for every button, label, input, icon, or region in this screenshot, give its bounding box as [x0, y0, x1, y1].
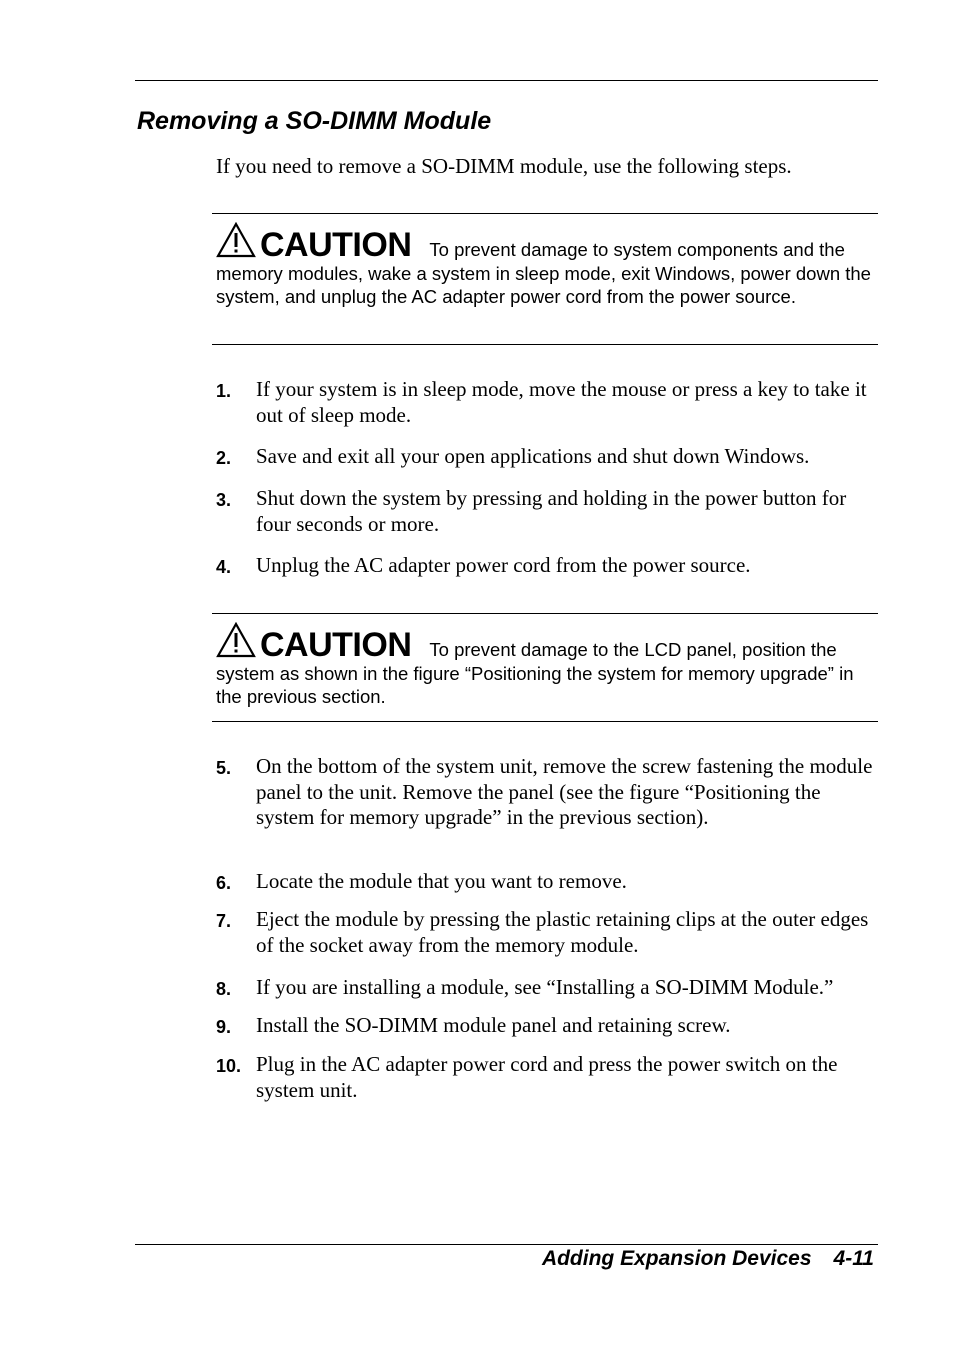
- step-number: 8.: [216, 979, 232, 999]
- caution-header: [216, 622, 411, 662]
- caution-label: CAUTION: [260, 226, 412, 264]
- step-text: Locate the module that you want to remove.: [256, 869, 627, 893]
- step-text: Plug in the AC adapter power cord and press the power switch on the system unit.: [256, 1052, 838, 1102]
- step-number: 3.: [216, 490, 232, 510]
- section-heading: Removing a SO-DIMM Module: [137, 107, 492, 135]
- step-text: On the bottom of the system unit, remove the screw fastening the module panel to the unit. Remove the panel (see the figure “Positioning the system for memory upgrade” in the previous section).: [256, 754, 873, 829]
- step-number: 5.: [216, 758, 232, 778]
- page-footer: [542, 1247, 874, 1271]
- step-number: 2.: [216, 448, 232, 468]
- intro-paragraph: If you need to remove a SO-DIMM module, use the following steps.: [216, 154, 792, 178]
- step-text: If you are installing a module, see “Installing a SO-DIMM Module.”: [256, 975, 834, 999]
- step-text: Install the SO-DIMM module panel and retaining screw.: [256, 1013, 731, 1037]
- caution-text: To prevent damage to the LCD panel, position the system as shown in the figure “Positioning the system for memory upgrade” in the previous section.: [216, 639, 854, 707]
- step-text: Shut down the system by pressing and holding in the power button for four seconds or more.: [256, 486, 847, 536]
- caution-header: [216, 222, 411, 262]
- step-number: 6.: [216, 873, 232, 893]
- step-text: Eject the module by pressing the plastic retaining clips at the outer edges of the socket away from the memory module.: [256, 907, 869, 957]
- footer-page-number: 4-11: [833, 1247, 874, 1270]
- caution-text: To prevent damage to system components and the memory modules, wake a system in sleep mode, exit Windows, power down the system, and unplug the AC adapter power cord from the power source.: [216, 239, 871, 307]
- caution-box: [212, 613, 878, 722]
- footer-chapter: Adding Expansion Devices: [541, 1247, 812, 1270]
- step-number: 9.: [216, 1017, 232, 1037]
- step-text: Save and exit all your open applications and shut down Windows.: [256, 444, 810, 468]
- step-text: Unplug the AC adapter power cord from the power source.: [256, 553, 751, 577]
- header-rule: [135, 80, 878, 81]
- footer-rule: [135, 1244, 878, 1245]
- warning-triangle-icon: [216, 222, 256, 258]
- step-number: 10.: [216, 1056, 242, 1076]
- warning-triangle-icon: [216, 622, 256, 658]
- caution-label: CAUTION: [260, 626, 412, 664]
- step-number: 1.: [216, 381, 232, 401]
- caution-box: [212, 213, 878, 345]
- step-text: If your system is in sleep mode, move the mouse or press a key to take it out of sleep mode.: [256, 377, 867, 427]
- step-number: 7.: [216, 911, 232, 931]
- step-number: 4.: [216, 557, 232, 577]
